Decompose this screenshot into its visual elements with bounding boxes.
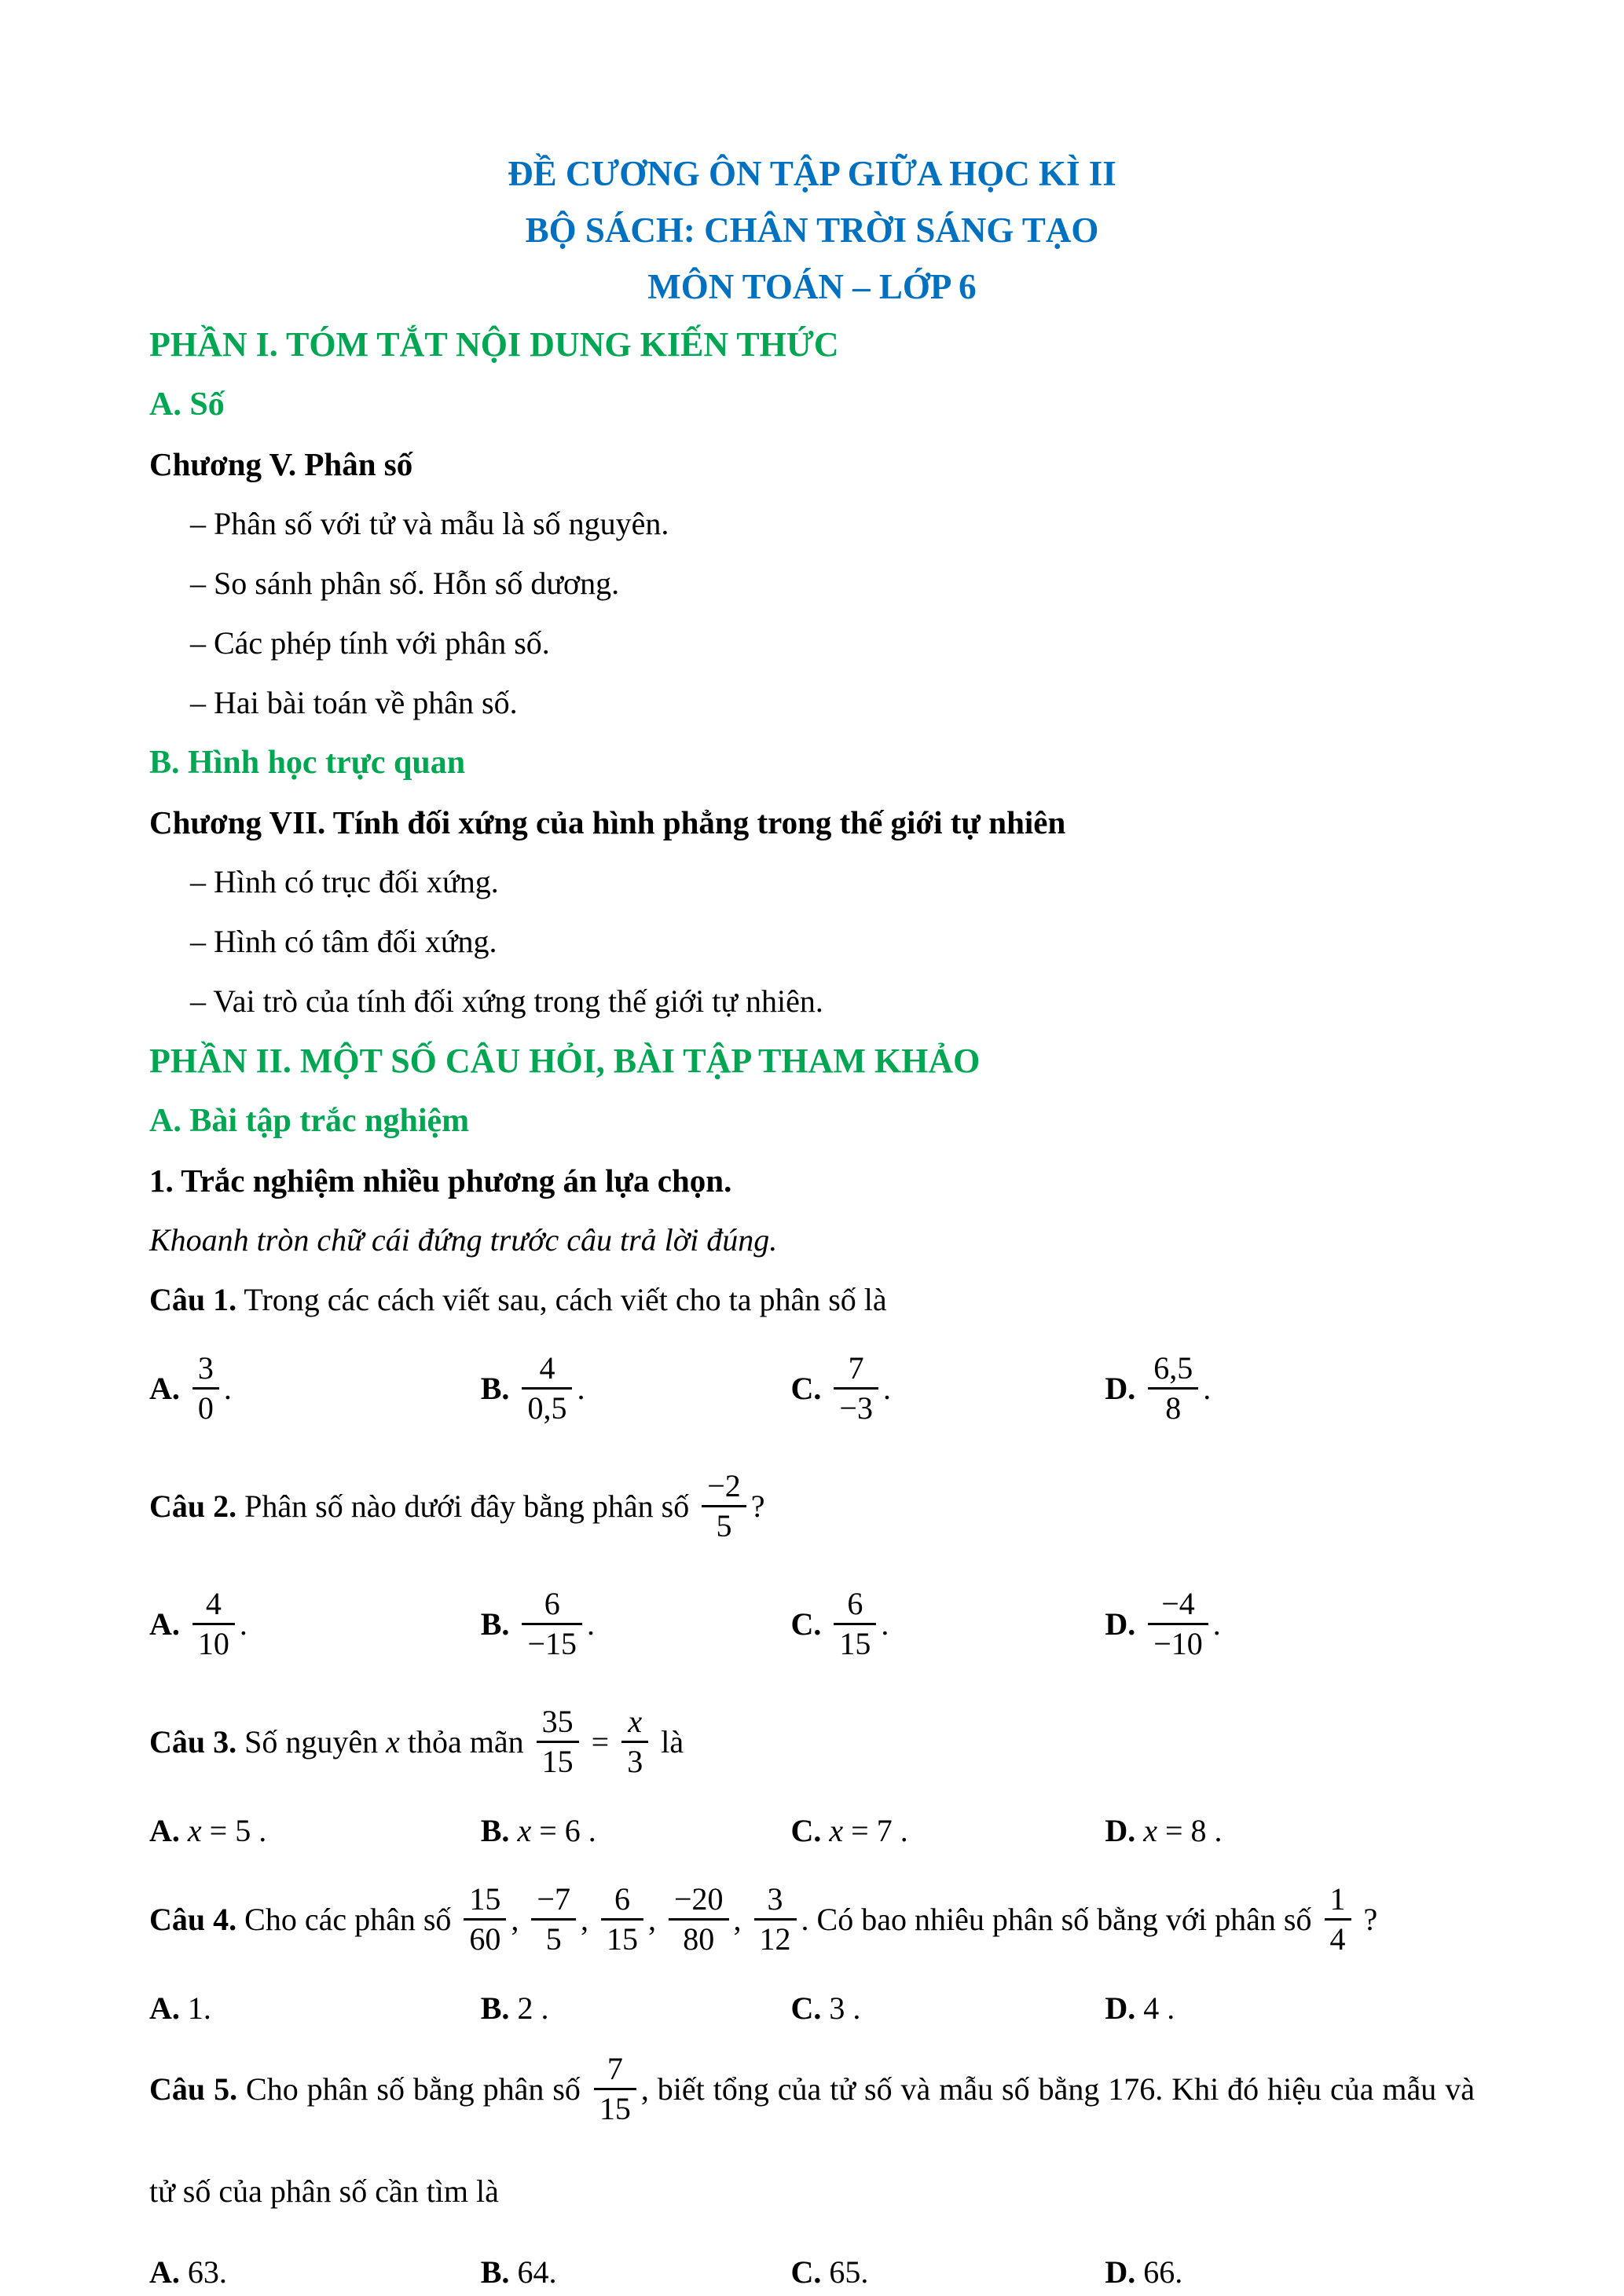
fraction-denominator: 0 [197, 1390, 214, 1426]
fraction [1148, 1351, 1198, 1427]
question-3-stem [149, 1683, 1475, 1801]
question-2 [149, 1448, 1475, 1683]
question-text: , [733, 1902, 750, 1937]
question-5-option-b [481, 2243, 791, 2296]
fraction-numerator: 4 [522, 1351, 572, 1390]
option-letter: C. [790, 1813, 830, 1848]
fraction-numerator: 1 [1325, 1882, 1351, 1921]
question-2-option-a [149, 1565, 481, 1683]
question-text: . Có bao nhiêu phân số bằng với phân số [801, 1902, 1320, 1937]
question-text: = 8 . [1157, 1813, 1223, 1848]
question-1 [149, 1270, 1475, 1448]
question-text: . [881, 1606, 889, 1642]
question-text: , [580, 1902, 596, 1937]
fraction-numerator: x [621, 1705, 648, 1744]
question-4-options [149, 1979, 1475, 2038]
fraction [834, 1351, 878, 1427]
question-text: . [1203, 1371, 1212, 1406]
option-letter: A. [149, 1371, 188, 1406]
option-letter: C. [790, 1990, 830, 2026]
fraction-denominator: 4 [1329, 1921, 1346, 1957]
question-2-option-b [481, 1565, 791, 1683]
fraction-numerator: 15 [464, 1882, 506, 1921]
fraction-denominator: 15 [839, 1626, 871, 1662]
question-3-option-d [1105, 1801, 1475, 1861]
fraction [192, 1587, 235, 1663]
fraction [669, 1882, 729, 1958]
question-text: ? [1355, 1902, 1378, 1937]
fraction-numerator: −20 [669, 1882, 729, 1921]
fraction [702, 1469, 746, 1545]
fraction-numerator: 4 [192, 1587, 235, 1626]
option-letter: B. [480, 2254, 518, 2290]
fraction-numerator: −4 [1148, 1587, 1208, 1626]
variable-text: x [386, 1724, 400, 1760]
question-text: . [239, 1606, 247, 1642]
fraction [192, 1351, 219, 1427]
question-text: , [647, 1902, 664, 1937]
question-text: ? [750, 1489, 765, 1524]
fraction [621, 1705, 648, 1781]
question-3-option-a [149, 1801, 481, 1861]
question-1-label: Câu 1. [149, 1282, 237, 1317]
question-text: 4 . [1143, 1990, 1175, 2026]
fraction-denominator: 8 [1165, 1390, 1182, 1426]
question-text: . [1212, 1606, 1221, 1642]
question-text: 1. [187, 1990, 211, 2026]
question-5-option-c [791, 2243, 1105, 2296]
option-letter: D. [1105, 1371, 1144, 1406]
question-text: . [577, 1371, 585, 1406]
section-a-number-heading: A. Số [149, 386, 225, 423]
question-text: 63. [187, 2254, 227, 2290]
question-4-option-d [1105, 1979, 1475, 2038]
question-1-options [149, 1330, 1475, 1448]
question-text: . [587, 1606, 595, 1642]
fraction [464, 1882, 506, 1958]
fraction-denominator: 10 [197, 1626, 229, 1662]
option-letter: D. [1105, 1606, 1144, 1642]
fraction-denominator: −3 [839, 1390, 873, 1426]
question-text: 2 . [517, 1990, 549, 2026]
question-3-options [149, 1801, 1475, 1861]
question-text: 64. [517, 2254, 557, 2290]
question-4-label: Câu 4. [149, 1902, 237, 1937]
variable-text: x [187, 1813, 202, 1848]
fraction-numerator: 3 [192, 1351, 219, 1390]
fraction-numerator: −7 [531, 1882, 576, 1921]
fraction-denominator: 15 [541, 1744, 574, 1780]
option-letter: C. [790, 2254, 830, 2290]
question-text: = 6 . [531, 1813, 596, 1848]
bullet-item: – Các phép tính với phân số. [190, 625, 550, 661]
option-letter: B. [480, 1813, 518, 1848]
variable-text: x [829, 1813, 844, 1848]
question-4-option-c [791, 1979, 1105, 2038]
document-title-line-2: BỘ SÁCH: CHÂN TRỜI SÁNG TẠO [525, 211, 1099, 250]
question-5-options [149, 2243, 1475, 2296]
fraction-numerator: −2 [702, 1469, 746, 1508]
document-title-line-3: MÔN TOÁN – LỚP 6 [647, 267, 977, 306]
fraction [531, 1882, 576, 1958]
question-2-option-c [791, 1565, 1105, 1683]
option-letter: A. [149, 1606, 188, 1642]
question-3 [149, 1683, 1475, 1861]
question-4 [149, 1861, 1475, 2038]
option-letter: A. [149, 1813, 188, 1848]
subsection-1-heading: 1. Trắc nghiệm nhiều phương án lựa chọn. [149, 1163, 732, 1199]
fraction-denominator: 5 [545, 1921, 562, 1957]
fraction-denominator: 15 [599, 2091, 631, 2127]
fraction-denominator: 15 [606, 1921, 638, 1957]
question-text: Cho các phân số [236, 1902, 460, 1937]
fraction [594, 2052, 636, 2128]
question-5-option-d [1105, 2243, 1475, 2296]
option-letter: D. [1105, 2254, 1144, 2290]
option-letter: D. [1105, 1813, 1144, 1848]
fraction [1148, 1587, 1208, 1663]
option-letter: B. [480, 1606, 518, 1642]
instruction-text: Khoanh tròn chữ cái đứng trước câu trả lời đúng. [149, 1222, 778, 1258]
variable-text: x [517, 1813, 532, 1848]
option-letter: A. [149, 2254, 188, 2290]
part2-heading: PHẦN II. MỘT SỐ CÂU HỎI, BÀI TẬP THAM KHẢO [149, 1042, 981, 1080]
question-2-options [149, 1565, 1475, 1683]
fraction-denominator: 12 [759, 1921, 791, 1957]
fraction-denominator: −15 [527, 1626, 577, 1662]
bullet-item: – Vai trò của tính đối xứng trong thế giới tự nhiên. [190, 983, 823, 1019]
question-4-option-a [149, 1979, 481, 2038]
bullet-item: – Hai bài toán về phân số. [190, 685, 518, 720]
question-2-stem [149, 1448, 1475, 1565]
document-title-line-1: ĐỀ CƯƠNG ÔN TẬP GIỮA HỌC KÌ II [508, 154, 1116, 193]
question-1-stem [149, 1270, 1475, 1330]
part1-heading: PHẦN I. TÓM TẮT NỘI DUNG KIẾN THỨC [149, 325, 839, 364]
question-text: thỏa mãn [399, 1724, 532, 1760]
question-1-option-a [149, 1330, 481, 1448]
bullet-item: – Phân số với tử và mẫu là số nguyên. [190, 506, 669, 541]
option-letter: B. [480, 1371, 518, 1406]
fraction-numerator: 7 [834, 1351, 878, 1390]
option-letter: B. [480, 1990, 518, 2026]
question-text: Cho phân số bằng phân số [237, 2071, 589, 2107]
fraction-denominator: −10 [1153, 1626, 1203, 1662]
fraction [834, 1587, 876, 1663]
question-5-label: Câu 5. [149, 2071, 238, 2107]
question-text: Phân số nào dưới đây bằng phân số [236, 1489, 698, 1524]
question-5 [149, 2038, 1475, 2296]
question-text: 66. [1143, 2254, 1183, 2290]
fraction [754, 1882, 797, 1958]
question-4-stem [149, 1861, 1475, 1979]
fraction-denominator: 80 [683, 1921, 715, 1957]
question-text: Trong các cách viết sau, cách viết cho ta phân số là [236, 1282, 887, 1317]
option-letter: C. [790, 1371, 830, 1406]
fraction-numerator: 35 [537, 1705, 579, 1744]
question-text: . [882, 1371, 891, 1406]
bullet-item: – Hình có tâm đối xứng. [190, 924, 497, 959]
question-text: = 7 . [843, 1813, 908, 1848]
fraction [522, 1587, 582, 1663]
fraction [537, 1705, 579, 1781]
fraction-numerator: 6,5 [1148, 1351, 1198, 1390]
fraction [601, 1882, 643, 1958]
fraction-numerator: 6 [522, 1587, 582, 1626]
variable-text: x [1143, 1813, 1157, 1848]
question-text: , biết tổng của tử số và mẫu số bằng 176. Khi đó hiệu của mẫu và tử số của phân số cần tìm là [149, 2071, 1475, 2209]
question-1-option-d [1105, 1330, 1475, 1448]
option-letter: A. [149, 1990, 188, 2026]
question-3-option-c [791, 1801, 1105, 1861]
question-3-option-b [481, 1801, 791, 1861]
fraction-numerator: 7 [594, 2052, 636, 2091]
question-1-option-b [481, 1330, 791, 1448]
fraction-numerator: 6 [834, 1587, 876, 1626]
question-text: = [583, 1724, 618, 1760]
question-text: 65. [829, 2254, 869, 2290]
fraction-denominator: 3 [627, 1744, 643, 1780]
bullet-item: – Hình có trục đối xứng. [190, 864, 499, 899]
question-5-option-a [149, 2243, 481, 2296]
option-letter: D. [1105, 1990, 1144, 2026]
question-2-option-d [1105, 1565, 1475, 1683]
fraction-numerator: 6 [601, 1882, 643, 1921]
fraction-denominator: 0,5 [527, 1390, 567, 1426]
question-1-option-c [791, 1330, 1105, 1448]
question-text: = 5 . [201, 1813, 267, 1848]
chapter-v-heading: Chương V. Phân số [149, 446, 413, 482]
question-5-stem [149, 2038, 1475, 2243]
fraction-denominator: 60 [469, 1921, 501, 1957]
question-text: 3 . [829, 1990, 861, 2026]
question-text: . [223, 1371, 232, 1406]
question-2-label: Câu 2. [149, 1489, 237, 1524]
part2-section-a-heading: A. Bài tập trắc nghiệm [149, 1103, 470, 1139]
fraction-denominator: 5 [716, 1508, 732, 1544]
question-text: Số nguyên [236, 1724, 387, 1760]
question-text: , [511, 1902, 527, 1937]
fraction [1325, 1882, 1351, 1958]
question-4-option-b [481, 1979, 791, 2038]
fraction-numerator: 3 [754, 1882, 797, 1921]
section-b-geometry-heading: B. Hình học trực quan [149, 745, 466, 781]
question-3-label: Câu 3. [149, 1724, 237, 1760]
option-letter: C. [790, 1606, 830, 1642]
question-text: là [653, 1724, 684, 1760]
fraction [522, 1351, 572, 1427]
chapter-vii-heading: Chương VII. Tính đối xứng của hình phẳng trong thế giới tự nhiên [149, 804, 1066, 840]
questions-container [149, 1270, 1475, 2296]
bullet-item: – So sánh phân số. Hỗn số dương. [190, 566, 620, 601]
